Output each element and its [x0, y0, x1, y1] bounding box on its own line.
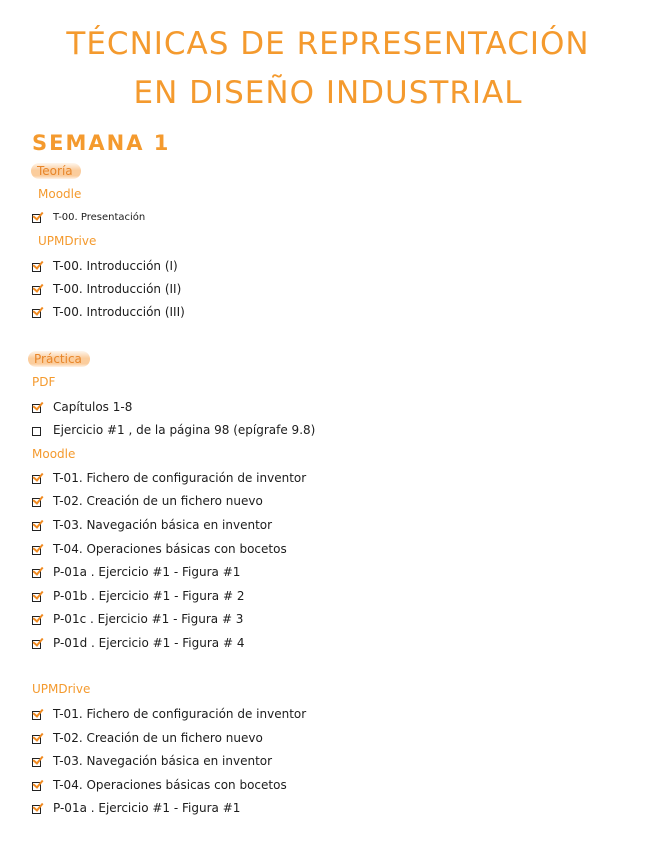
item-label: Ejercicio #1 , de la página 98 (epígrafe 9.8) — [53, 423, 316, 437]
item-label: P-01d . Ejercicio #1 - Figura # 4 — [53, 636, 245, 650]
subsection-label-moodle-teoria: Moodle — [38, 187, 82, 201]
checkbox-icon[interactable] — [32, 309, 41, 318]
checkbox-icon[interactable] — [32, 711, 41, 720]
subsection-label-pdf: PDF — [32, 375, 56, 389]
item-label: Capítulos 1-8 — [53, 400, 133, 414]
checkbox-icon[interactable] — [32, 616, 41, 625]
item-label: T-02. Creación de un fichero nuevo — [53, 494, 263, 508]
checklist-item[interactable] — [32, 705, 306, 723]
item-label: T-00. Presentación — [53, 211, 146, 223]
checkbox-icon[interactable] — [32, 640, 41, 649]
checklist-item[interactable] — [32, 752, 272, 770]
item-label: P-01a . Ejercicio #1 - Figura #1 — [53, 565, 241, 579]
item-label: P-01a . Ejercicio #1 - Figura #1 — [53, 801, 241, 815]
checkbox-icon[interactable] — [32, 546, 41, 555]
checklist-item[interactable] — [32, 492, 263, 510]
checkbox-icon[interactable] — [32, 427, 41, 436]
checklist-item[interactable] — [32, 799, 240, 817]
checkbox-icon[interactable] — [32, 498, 41, 507]
checkbox-icon[interactable] — [32, 214, 41, 223]
checklist-item[interactable] — [32, 398, 132, 416]
checkbox-icon[interactable] — [32, 475, 41, 484]
checkbox-icon[interactable] — [32, 758, 41, 767]
page-title-line-2: EN DISEÑO INDUSTRIAL — [133, 75, 523, 111]
checkbox-icon[interactable] — [32, 782, 41, 791]
subsection-label-upmdrive-teoria: UPMDrive — [38, 234, 97, 248]
checklist-item[interactable] — [32, 280, 181, 298]
checklist-item[interactable] — [32, 421, 315, 439]
section-label-teoria: Teoría — [31, 163, 81, 179]
item-label: T-03. Navegación básica en inventor — [53, 518, 273, 532]
checklist-item[interactable] — [32, 516, 272, 534]
item-label: P-01b . Ejercicio #1 - Figura # 2 — [53, 589, 245, 603]
item-label: T-04. Operaciones básicas con bocetos — [53, 778, 287, 792]
item-label: P-01c . Ejercicio #1 - Figura # 3 — [53, 612, 244, 626]
item-label: T-00. Introducción (I) — [53, 259, 178, 273]
item-label: T-01. Fichero de configuración de inventor — [53, 707, 307, 721]
checklist-item[interactable] — [32, 729, 263, 747]
checkbox-icon[interactable] — [32, 805, 41, 814]
checkbox-icon[interactable] — [32, 569, 41, 578]
section-label-practica: Práctica — [28, 351, 90, 367]
checklist-item[interactable] — [32, 257, 178, 275]
checklist-item[interactable] — [32, 587, 244, 605]
checklist-item[interactable] — [32, 776, 287, 794]
checkbox-icon[interactable] — [32, 263, 41, 272]
checkbox-icon[interactable] — [32, 286, 41, 295]
item-label: T-00. Introducción (II) — [53, 282, 182, 296]
week-heading: SEMANA 1 — [32, 131, 171, 155]
checklist-item[interactable] — [32, 469, 306, 487]
item-label: T-01. Fichero de configuración de inventor — [53, 471, 307, 485]
subsection-label-upmdrive-practica: UPMDrive — [32, 682, 91, 696]
checklist-item[interactable] — [32, 540, 287, 558]
checklist-item[interactable] — [32, 208, 145, 226]
item-label: T-03. Navegación básica en inventor — [53, 754, 273, 768]
checklist-item[interactable] — [32, 563, 240, 581]
checkbox-icon[interactable] — [32, 522, 41, 531]
checkbox-icon[interactable] — [32, 593, 41, 602]
checkbox-icon[interactable] — [32, 735, 41, 744]
item-label: T-02. Creación de un fichero nuevo — [53, 731, 263, 745]
checklist-item[interactable] — [32, 610, 243, 628]
item-label: T-04. Operaciones básicas con bocetos — [53, 542, 287, 556]
checkbox-icon[interactable] — [32, 404, 41, 413]
checklist-item[interactable] — [32, 634, 244, 652]
subsection-label-moodle-practica: Moodle — [32, 447, 76, 461]
checklist-item[interactable] — [32, 303, 185, 321]
item-label: T-00. Introducción (III) — [53, 305, 185, 319]
page-title-line-1: TÉCNICAS DE REPRESENTACIÓN — [66, 26, 590, 62]
